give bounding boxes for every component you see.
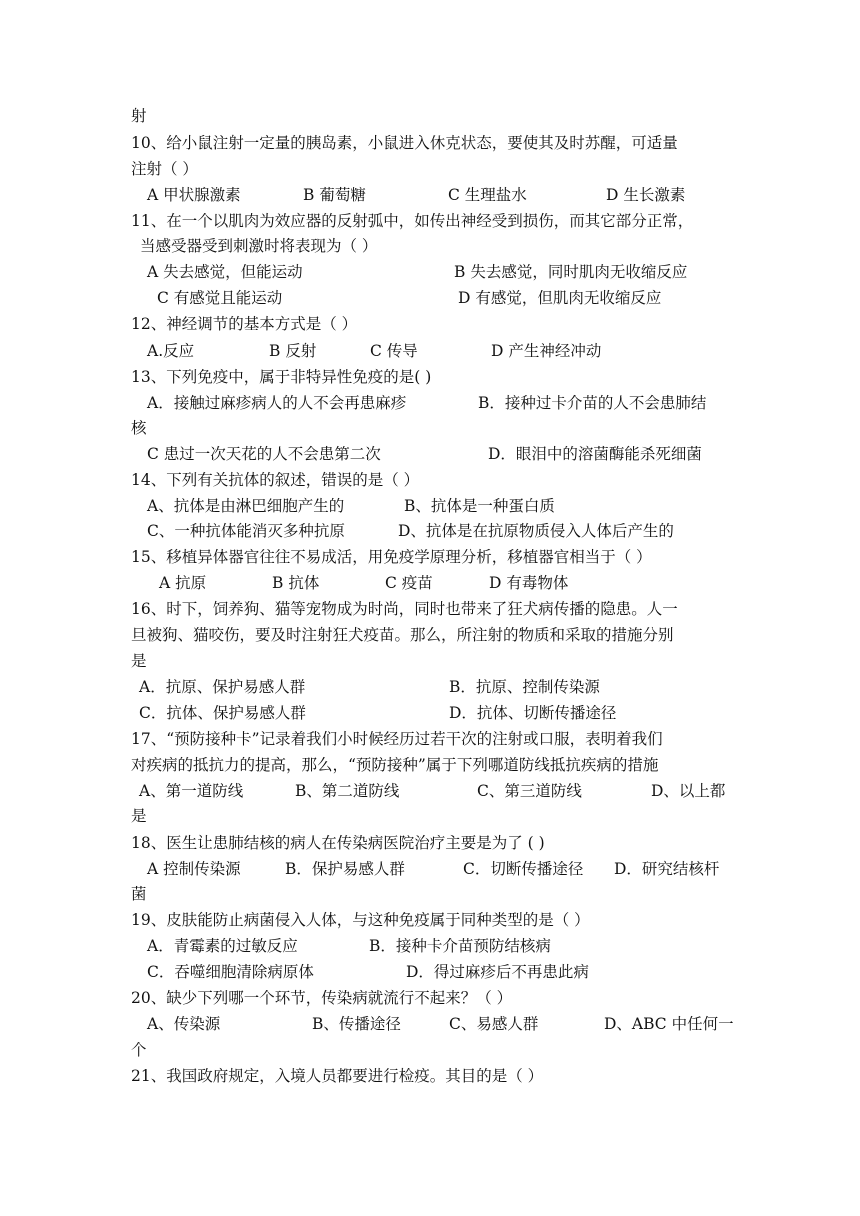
option-b: B．保护易感人群 (285, 860, 405, 878)
question-11: 11、在一个以肌肉为效应器的反射弧中，如传出神经受到损伤，而其它部分正常， (131, 212, 694, 230)
option-b: B．接种过卡介苗的人不会患肺结 (478, 394, 707, 412)
option-d: D 有感觉，但肌肉无收缩反应 (458, 289, 662, 307)
option-b: B 失去感觉，同时肌肉无收缩反应 (454, 263, 688, 281)
option-a: A．青霉素的过敏反应 (147, 937, 298, 955)
text-line: 个 (131, 1041, 147, 1059)
question-11-cont: 当感受器受到刺激时将表现为（ ） (140, 237, 378, 255)
option-c: C 患过一次天花的人不会患第二次 (147, 445, 381, 463)
option-a: A、传染源 (147, 1015, 221, 1033)
option-d: D、抗体是在抗原物质侵入人体后产生的 (398, 522, 674, 540)
option-c: C．切断传播途径 (463, 860, 584, 878)
question-17: 17、“预防接种卡”记录着我们小时候经历过若干次的注射或口服，表明着我们 (131, 730, 663, 748)
option-d: D、ABC 中任何一 (604, 1015, 734, 1033)
option-c: C 有感觉且能运动 (157, 289, 283, 307)
option-d: D、以上都 (651, 782, 726, 800)
question-13: 13、下列免疫中，属于非特异性免疫的是( ) (131, 368, 432, 386)
text-line: 射 (131, 107, 147, 125)
question-19: 19、皮肤能防止病菌侵入人体，与这种免疫属于同种类型的是（ ） (131, 911, 590, 929)
option-c: C 生理盐水 (448, 186, 527, 204)
question-20: 20、缺少下列哪一个环节，传染病就流行不起来？（ ） (131, 989, 513, 1007)
option-a: A 失去感觉，但能运动 (147, 263, 303, 281)
option-d: D 产生神经冲动 (491, 342, 602, 360)
option-b: B．抗原、控制传染源 (449, 678, 600, 696)
option-c: C．吞噬细胞清除病原体 (147, 963, 314, 981)
option-a: A.反应 (147, 342, 195, 360)
option-a: A、第一道防线 (139, 782, 244, 800)
question-14: 14、下列有关抗体的叙述，错误的是（ ） (131, 471, 420, 489)
option-c: C、第三道防线 (477, 782, 582, 800)
option-b: B 葡萄糖 (303, 186, 366, 204)
text-line: 核 (131, 419, 147, 437)
option-b: B 抗体 (272, 574, 320, 592)
question-16-cont: 旦被狗、猫咬伤，要及时注射狂犬疫苗。那么，所注射的物质和采取的措施分别 (131, 626, 674, 644)
option-a: A 抗原 (159, 574, 207, 592)
question-17-cont: 对疾病的抵抗力的提高，那么，“预防接种”属于下列哪道防线抵抗疾病的措施 (131, 756, 659, 774)
option-c: C、一种抗体能消灭多种抗原 (147, 522, 345, 540)
option-a: A 控制传染源 (147, 860, 241, 878)
option-d: D 有毒物体 (489, 574, 569, 592)
option-b: B 反射 (269, 342, 317, 360)
question-18: 18、医生让患肺结核的病人在传染病医院治疗主要是为了 ( ) (131, 834, 545, 852)
question-12: 12、神经调节的基本方式是（ ） (131, 315, 358, 333)
option-a: A 甲状腺激素 (147, 186, 241, 204)
question-16: 16、时下，饲养狗、猫等宠物成为时尚，同时也带来了狂犬病传播的隐患。人一 (131, 600, 678, 618)
text-line: 菌 (131, 885, 147, 903)
option-c: C 传导 (370, 342, 418, 360)
option-c: C、易感人群 (449, 1015, 539, 1033)
option-d: D．得过麻疹后不再患此病 (406, 963, 589, 981)
option-b: B．接种卡介苗预防结核病 (369, 937, 551, 955)
text-line: 是 (131, 807, 147, 825)
option-d: D 生长激素 (606, 186, 686, 204)
option-a: A．接触过麻疹病人的人不会再患麻疹 (147, 394, 407, 412)
option-d: D．研究结核杆 (614, 860, 720, 878)
option-a: A、抗体是由淋巴细胞产生的 (147, 497, 345, 515)
question-10: 10、给小鼠注射一定量的胰岛素，小鼠进入休克状态，要使其及时苏醒，可适量 (131, 134, 678, 152)
option-a: A．抗原、保护易感人群 (139, 678, 306, 696)
option-d: D．抗体、切断传播途径 (449, 704, 617, 722)
question-16-cont: 是 (131, 652, 147, 670)
question-15: 15、移植异体器官往往不易成活，用免疫学原理分析，移植器官相当于（ ） (131, 548, 652, 566)
option-c: C．抗体、保护易感人群 (139, 704, 306, 722)
question-21: 21、我国政府规定，入境人员都要进行检疫。其目的是（ ） (131, 1067, 544, 1085)
option-c: C 疫苗 (385, 574, 433, 592)
option-d: D．眼泪中的溶菌酶能杀死细菌 (488, 445, 702, 463)
option-b: B、抗体是一种蛋白质 (404, 497, 555, 515)
option-b: B、传播途径 (312, 1015, 401, 1033)
question-10-cont: 注射（ ） (131, 160, 198, 178)
option-b: B、第二道防线 (295, 782, 400, 800)
